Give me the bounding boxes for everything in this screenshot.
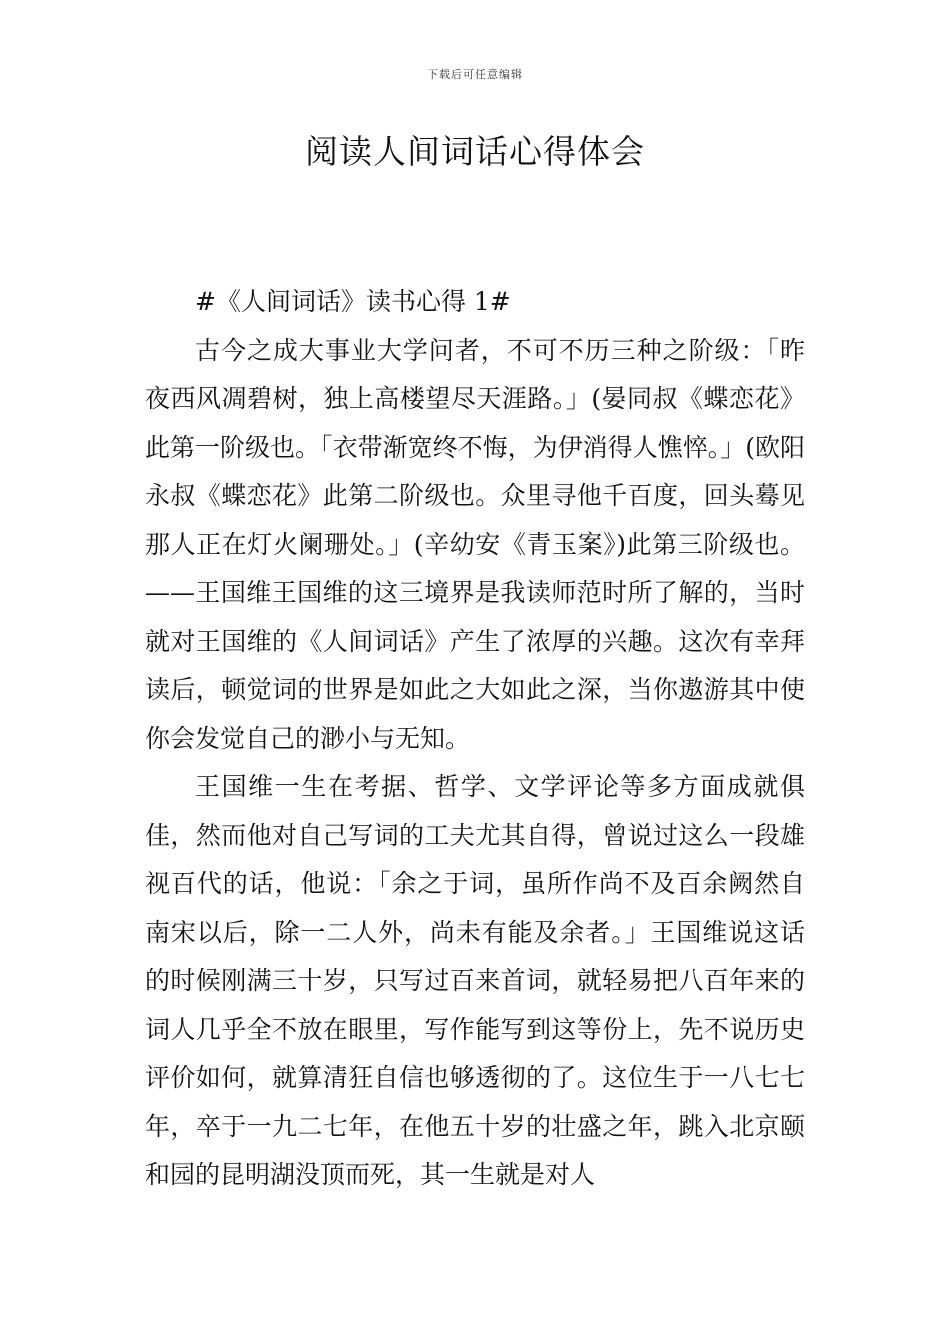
paragraph-2: 王国维一生在考据、哲学、文学评论等多方面成就俱佳，然而他对自己写词的工夫尤其自得，曾说过这么一段雄视百代的话，他说：「余之于词，虽所作尚不及百余阙然自南宋以后，除一二人外，尚未有能及余者。」王国维说这话的时候刚满三十岁，只写过百来首词，就轻易把八百年来的词人几乎全不放在眼里，写作能写到这等份上，先不说历史评价如何，就算清狂自信也够透彻的了。这位生于一八七七年，卒于一九二七年，在他五十岁的壮盛之年，跳入北京颐和园的昆明湖没顶而死，其一生就是对人 [145,772,805,1189]
header-note: 下载后可任意编辑 [427,68,523,81]
section-heading: #《人间词话》读书心得 1# [195,287,511,316]
document-body [145,278,805,1200]
document-title: 阅读人间词话心得体会 [305,132,645,171]
paragraph-1: 古今之成大事业大学问者，不可不历三种之阶级：「昨夜西风凋碧树，独上高楼望尽天涯路。」(晏同叔《蝶恋花》此第一阶级也。「衣带渐宽终不悔，为伊消得人憔悴。」(欧阳永叔《蝶恋花》此第二阶级也。众里寻他千百度，回头蓦见那人正在灯火阑珊处。」(辛幼安《青玉案》)此第三阶级也。——王国维王国维的这三境界是我读师范时所了解的，当时就对王国维的《人间词话》产生了浓厚的兴趣。这次有幸拜读后，顿觉词的世界是如此之大如此之深，当你遨游其中使你会发觉自己的渺小与无知。 [145,335,805,753]
